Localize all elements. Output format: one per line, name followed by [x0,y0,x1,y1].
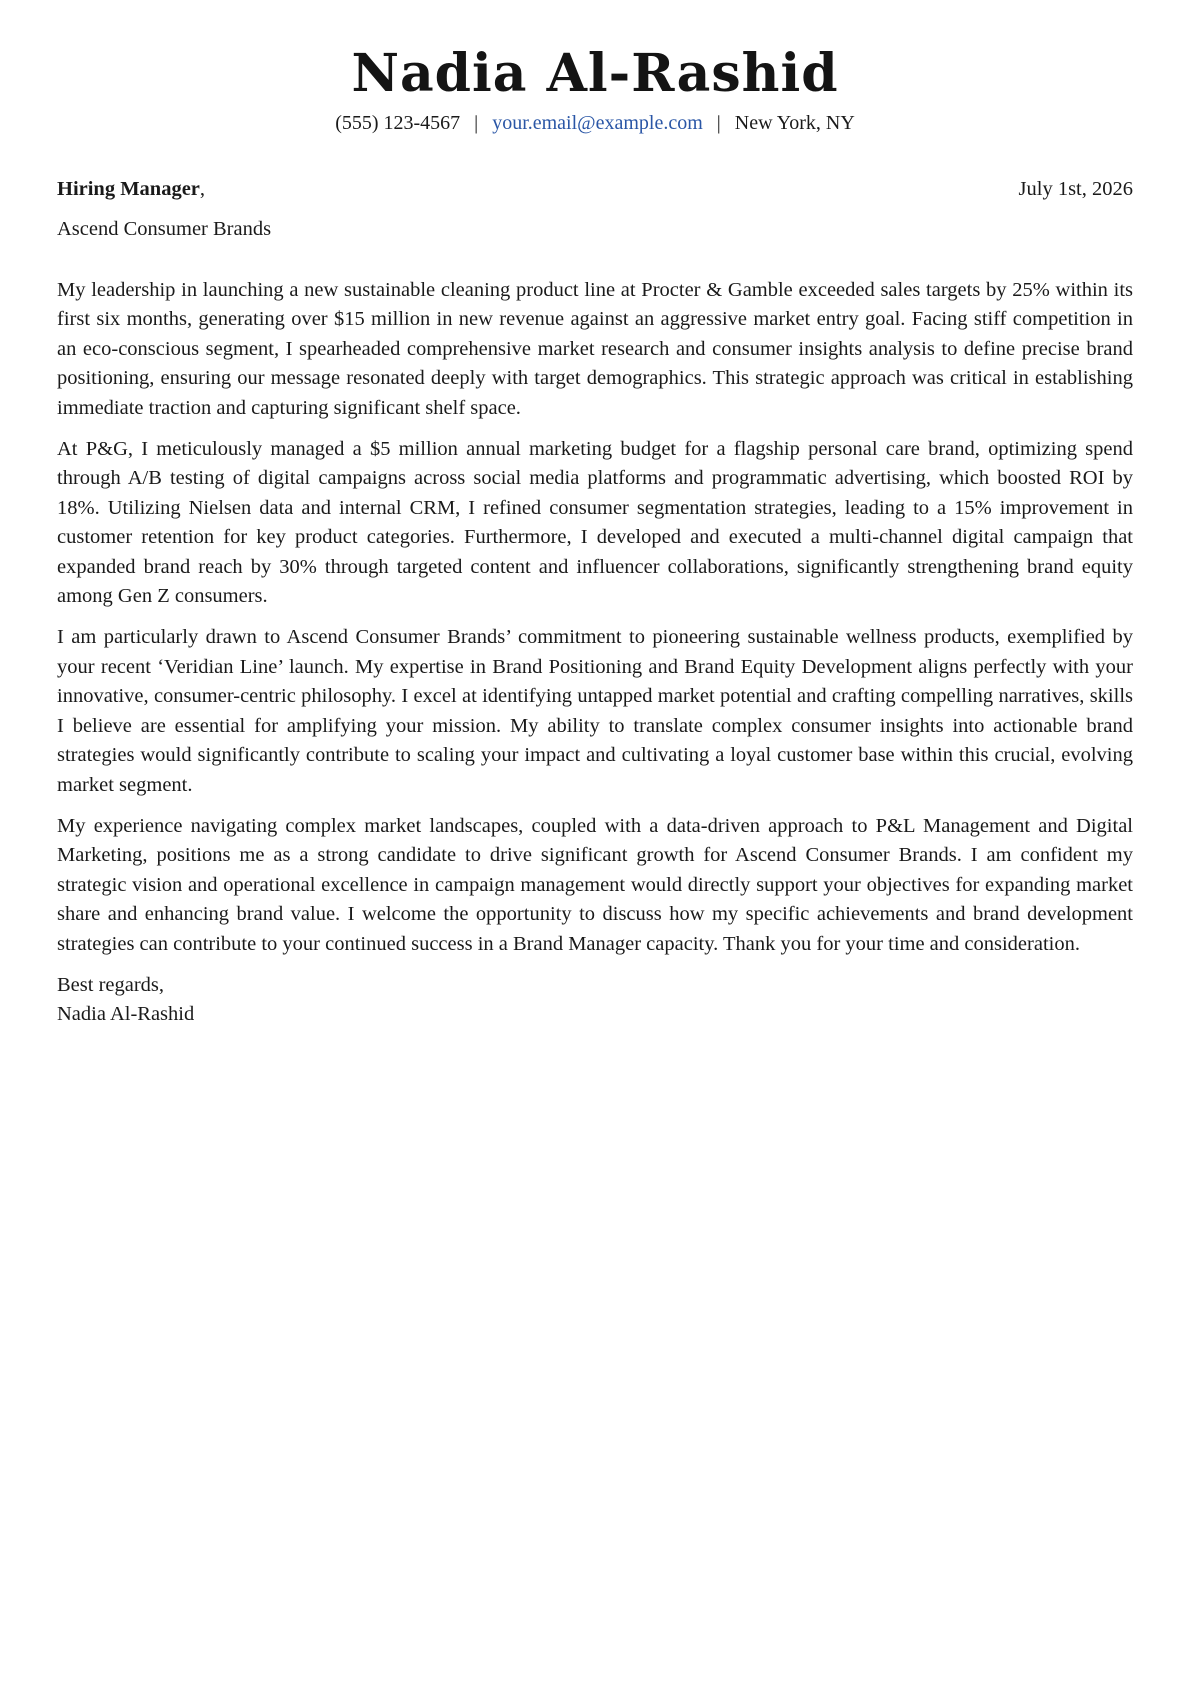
body-paragraph: At P&G, I meticulously managed a $5 million annual marketing budget for a flagship personal care brand, optimizing spend through A/B testing of digital campaigns across social media platforms and programmatic advertising, which boosted ROI by 18%. Utilizing Nielsen data and internal CRM, I refined consumer segmentation strategies, leading to a 15% improvement in customer retention for key product categories. Furthermore, I developed and executed a multi-channel digital campaign that expanded brand reach by 30% through targeted content and influencer collaborations, significantly strengthening brand equity among Gen Z consumers. [57,438,1133,608]
recipient-title-suffix: , [199,178,206,200]
contact-separator: | [716,112,721,134]
closing-salutation: Best regards, [57,973,165,996]
letter-closing [57,971,1133,1030]
recipient-company: Ascend Consumer Brands [57,218,272,240]
body-paragraph: My leadership in launching a new sustainable cleaning product line at Procter & Gamble exceeded sales targets by 25% within its first six months, generating over $15 million in new revenue against an aggressive market entry goal. Facing stiff competition in an eco-conscious segment, I spearheaded comprehensive market research and consumer insights analysis to define precise brand positioning, ensuring our message resonated deeply with target demographics. This strategic approach was critical in establishing immediate traction and capturing significant shelf space. [57,279,1133,419]
phone-number: (555) 123-4567 [335,112,461,134]
recipient-salutation [57,174,205,204]
closing-signature: Nadia Al-Rashid [57,1003,195,1026]
contact-line [57,108,1133,138]
recipient-date-row [57,174,1133,204]
email-link[interactable]: your.email@example.com [492,112,703,134]
recipient-title: Hiring Manager [57,178,200,200]
sender-name: Nadia Al-Rashid [351,43,839,104]
letter-header [57,0,1133,138]
letter-date: July 1st, 2026 [1018,178,1133,200]
location: New York, NY [734,112,855,134]
letter-body [57,276,1133,959]
body-paragraph: My experience navigating complex market landscapes, coupled with a data-driven approach to P&L Management and Digital Marketing, positions me as a strong candidate to drive significant growth for Ascend Consumer Brands. I am confident my strategic vision and operational excellence in campaign management would directly support your objectives for expanding market share and enhancing brand value. I welcome the opportunity to discuss how my specific achievements and brand development strategies can contribute to your continued success in a Brand Manager capacity. Thank you for your time and consideration. [57,814,1133,955]
contact-separator: | [474,112,479,134]
body-paragraph: I am particularly drawn to Ascend Consumer Brands’ commitment to pioneering sustainable wellness products, exemplified by your recent ‘Veridian Line’ launch. My expertise in Brand Positioning and Brand Equity Development aligns perfectly with your innovative, consumer-centric philosophy. I excel at identifying untapped market potential and crafting compelling narratives, skills I believe are essential for amplifying your mission. My ability to translate complex consumer insights into actionable brand strategies would significantly contribute to scaling your impact and cultivating a loyal customer base within this crucial, evolving market segment. [57,626,1133,796]
